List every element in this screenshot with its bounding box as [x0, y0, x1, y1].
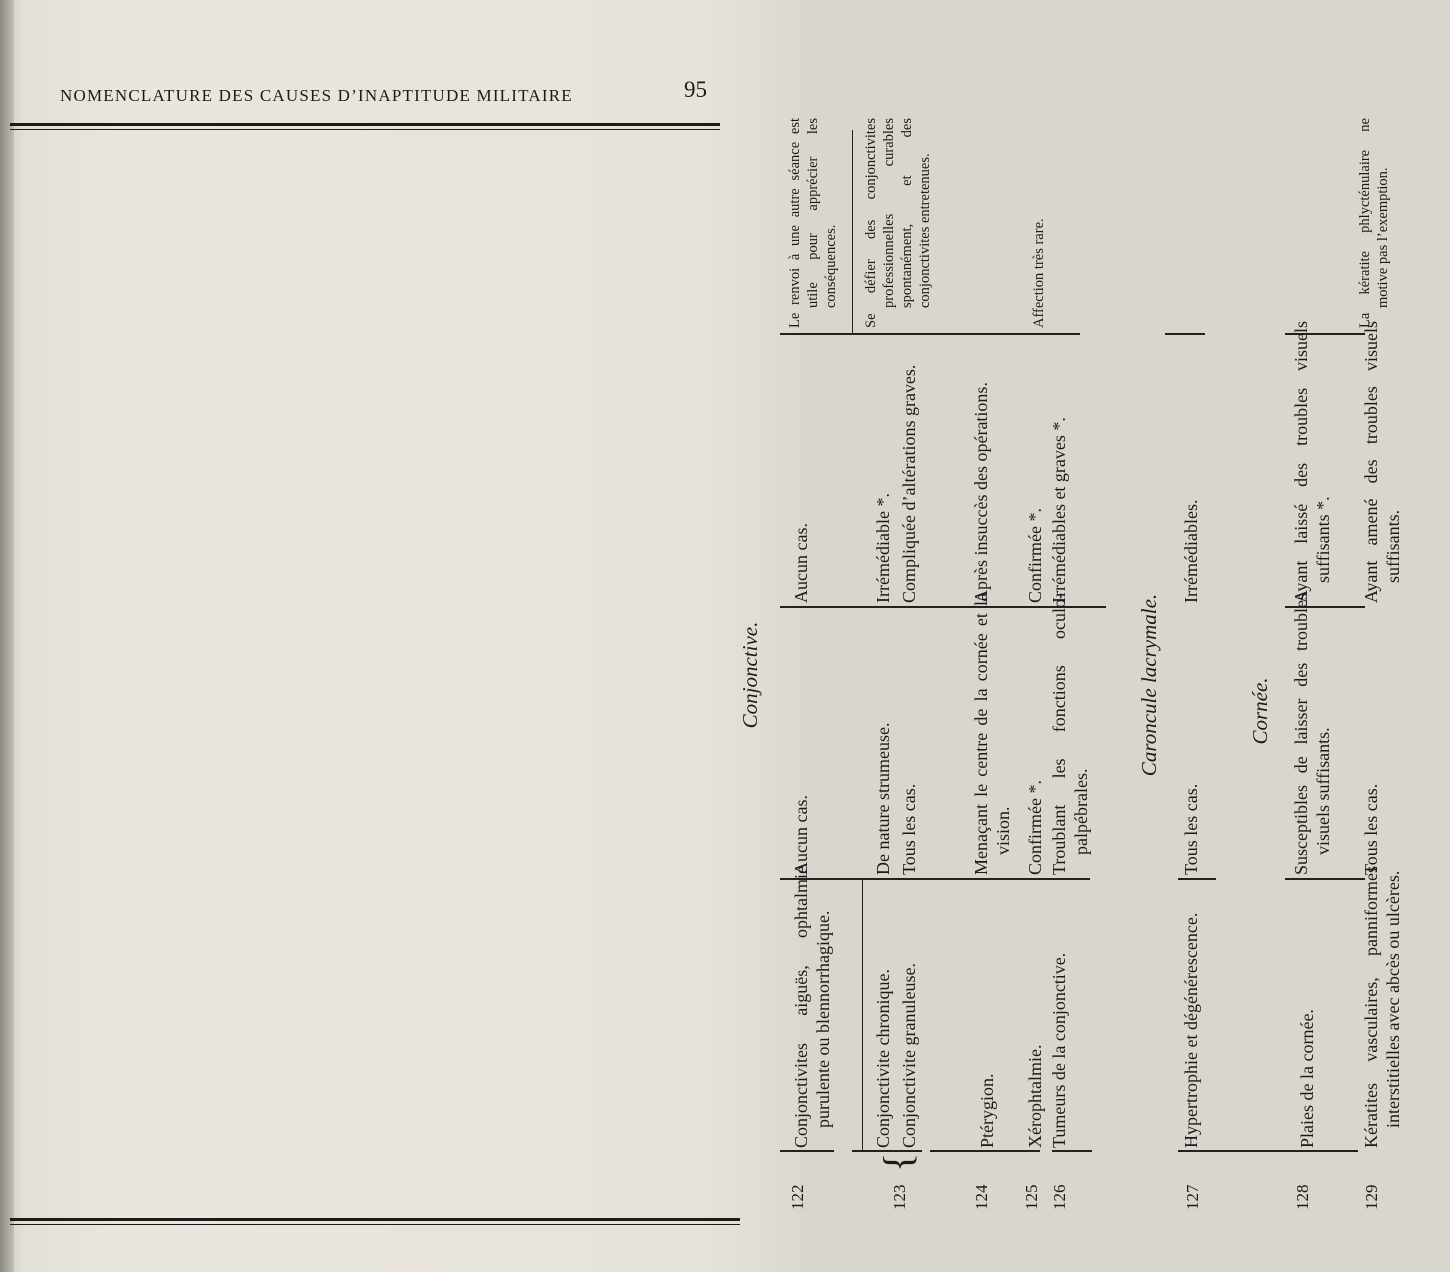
row-number: 124 — [972, 1184, 991, 1210]
exemption-cell: Tous les cas. — [1361, 783, 1381, 875]
row-rule — [862, 880, 863, 1150]
infirmity-cell: Tumeurs de la conjonctive. — [1049, 952, 1069, 1148]
row-number: 127 — [1183, 1184, 1202, 1210]
row-rule — [852, 130, 853, 335]
page-number: 95 — [684, 77, 707, 102]
row-number: 126 — [1050, 1184, 1069, 1210]
section-title-conjonctive: Conjonctive. — [738, 621, 762, 729]
observation-cell: Se défier des conjonctivites professionnelles curables spontanément, et des conjonctivites entretenues. — [863, 118, 933, 328]
rotated-table — [738, 118, 1450, 1220]
observation-cell: Affection très rare. — [1031, 218, 1047, 328]
reform-cell: Irrémédiables et graves *. — [1049, 417, 1069, 603]
reform-cell: Aucun cas. — [791, 523, 811, 603]
footer-rule — [10, 1218, 740, 1221]
exemption-cell: Tous les cas. — [1181, 783, 1201, 875]
row-number: 125 — [1022, 1184, 1041, 1210]
infirmity-cell: Xérophtalmie. — [1025, 1044, 1045, 1148]
exemption-cell: De nature strumeuse. — [873, 722, 893, 875]
exemption-cell: Confirmée *. — [1025, 780, 1045, 875]
footer-rule-thin — [10, 1224, 740, 1225]
exemption-cell: Susceptibles de laisser des troubles visuels suffisants. — [1291, 593, 1333, 875]
reform-cell: Irrémédiable *. — [873, 493, 893, 603]
col-rule-number — [780, 1151, 834, 1153]
infirmity-cell: Hypertrophie et dégénérescence. — [1181, 912, 1201, 1148]
exemption-cell: Troublant les fonctions oculo-palpébrales. — [1049, 593, 1091, 875]
exemption-cell: Aucun cas. — [791, 795, 811, 875]
infirmity-cell: Conjonctivites aiguës, ophtalmie purulente ou blennorrhagique. — [791, 866, 833, 1148]
infirmity-cell: Kératites vasculaires, panniformes interstitielles avec abcès ou ulcères. — [1361, 866, 1403, 1148]
section-title-cornee: Cornée. — [1248, 677, 1272, 745]
header-rule-thin — [10, 129, 720, 130]
col-rule-reform — [780, 334, 1080, 336]
binding-shadow — [0, 0, 14, 1272]
infirmity-cell: Ptérygion. — [977, 1073, 997, 1148]
exemption-cell: Menaçant le centre de la cornée et la vision. — [971, 593, 1013, 875]
col-rule-number — [1052, 1151, 1092, 1153]
reform-cell: Confirmée *. — [1025, 508, 1045, 603]
row-number: 129 — [1362, 1184, 1381, 1210]
col-rule-infirmity — [1285, 879, 1365, 881]
infirmity-cell: Conjonctivite chronique. — [873, 969, 893, 1148]
row-brace: { — [875, 1152, 920, 1172]
exemption-cell: Tous les cas. — [899, 783, 919, 875]
observation-cell: La kératite phlycténulaire ne motive pas l’exemption. — [1357, 118, 1391, 328]
observation-cell: Le renvoi à une autre séance est utile pour apprécier les conséquences. — [787, 118, 839, 328]
reform-cell: Ayant laissé des troubles visuels suffisants *. — [1291, 321, 1333, 603]
header-rule — [10, 123, 720, 126]
reform-cell: Ayant amené des troubles visuels suffisants. — [1361, 321, 1403, 603]
col-rule-number — [852, 1151, 922, 1153]
reform-cell: Après insuccès des opérations. — [971, 382, 991, 603]
reform-cell: Irrémédiables. — [1181, 499, 1201, 603]
running-title: NOMENCLATURE DES CAUSES D’INAPTITUDE MILITAIRE — [60, 86, 573, 105]
col-rule-reform — [1165, 334, 1205, 336]
section-title-caroncule: Caroncule lacrymale. — [1137, 593, 1161, 777]
row-number: 122 — [788, 1184, 807, 1210]
reform-cell: Compliquée d’altérations graves. — [899, 364, 919, 603]
row-number: 123 — [890, 1184, 909, 1210]
row-number: 128 — [1293, 1184, 1312, 1210]
infirmity-cell: Conjonctivite granuleuse. — [899, 963, 919, 1148]
col-rule-number — [930, 1151, 1040, 1153]
infirmity-cell: Plaies de la cornée. — [1297, 1009, 1317, 1148]
